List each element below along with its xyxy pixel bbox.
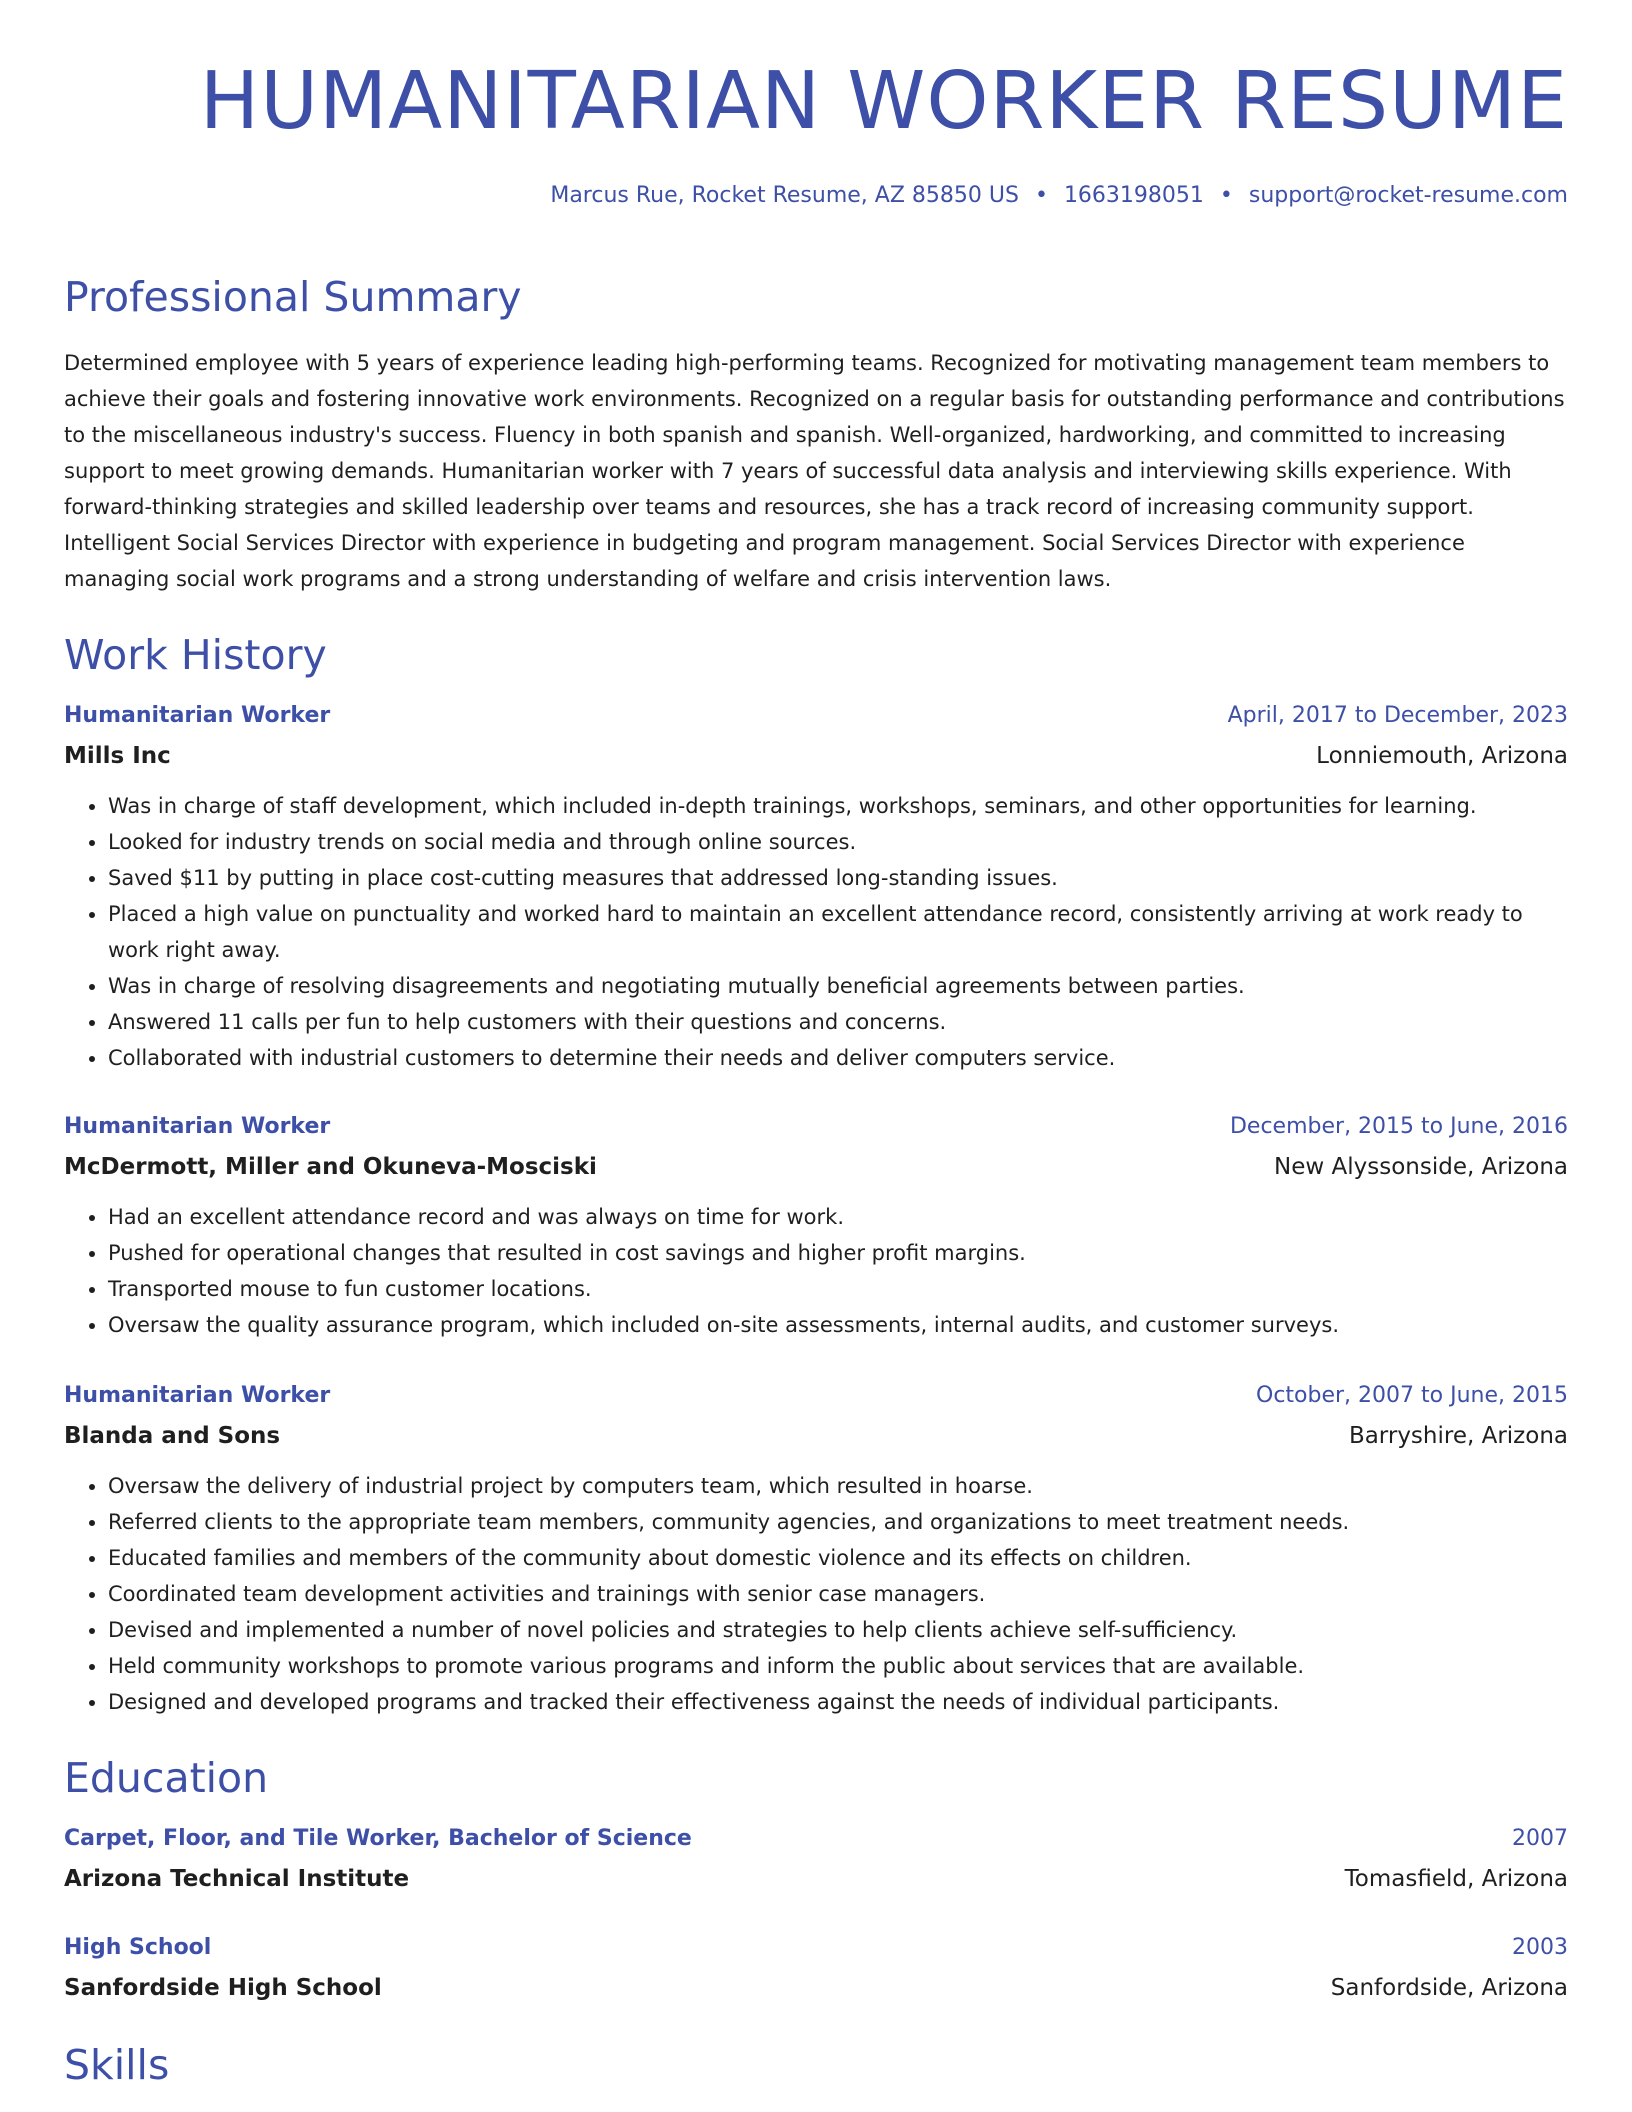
education-header xyxy=(64,1828,1568,1850)
job-company: Mills Inc xyxy=(64,743,171,769)
job-role: Humanitarian Worker xyxy=(64,1383,331,1408)
job-bullet: • Oversaw the quality assurance program, which included on-site assessments, internal audits, and customer surveys. xyxy=(108,1307,1568,1343)
job-bullets xyxy=(64,788,1568,1076)
job-subheader xyxy=(64,1425,1568,1448)
skills-heading: Skills xyxy=(64,2041,170,2089)
job-role: Humanitarian Worker xyxy=(64,1114,331,1139)
job-bullet: • Designed and developed programs and tracked their effectiveness against the needs of individual participants. xyxy=(108,1684,1568,1720)
job-location: New Alyssonside, Arizona xyxy=(1274,1154,1568,1180)
contact-phone: 1663198051 xyxy=(1063,183,1204,208)
contact-email[interactable]: support@rocket-resume.com xyxy=(1248,183,1568,208)
job-entry xyxy=(64,1116,1568,1343)
education-year: 2007 xyxy=(1512,1826,1568,1851)
job-bullet: • Held community workshops to promote various programs and inform the public about services that are available. xyxy=(108,1648,1568,1684)
job-header xyxy=(64,705,1568,727)
education-school: Sanfordside High School xyxy=(64,1975,382,2001)
contact-separator: • xyxy=(1034,183,1048,208)
job-location: Lonniemouth, Arizona xyxy=(1316,743,1568,769)
education-location: Tomasfield, Arizona xyxy=(1344,1866,1568,1892)
education-header xyxy=(64,1937,1568,1959)
job-dates: December, 2015 to June, 2016 xyxy=(1229,1114,1568,1139)
education-school: Arizona Technical Institute xyxy=(64,1866,410,1892)
summary-heading: Professional Summary xyxy=(64,273,522,321)
job-company: Blanda and Sons xyxy=(64,1423,281,1449)
job-bullet: • Was in charge of staff development, which included in-depth trainings, workshops, seminars, and other opportunities for learning. xyxy=(108,788,1568,824)
job-subheader xyxy=(64,1156,1568,1179)
job-bullet: • Oversaw the delivery of industrial project by computers team, which resulted in hoarse. xyxy=(108,1468,1568,1504)
job-entry xyxy=(64,1385,1568,1720)
job-dates: October, 2007 to June, 2015 xyxy=(1256,1383,1568,1408)
contact-address: Marcus Rue, Rocket Resume, AZ 85850 US xyxy=(550,183,1019,208)
education-heading: Education xyxy=(64,1754,269,1802)
education-year: 2003 xyxy=(1512,1935,1568,1960)
education-degree: High School xyxy=(64,1935,212,1960)
job-bullet: • Was in charge of resolving disagreements and negotiating mutually beneficial agreements between parties. xyxy=(108,968,1568,1004)
summary-text: Determined employee with 5 years of experience leading high-performing teams. Recognized for motivating management team members to achieve their goals and fostering innovative work environments. Recognized on a regular basis for outstanding performance and contributions to the miscellaneous industry's success. Fluency in both spanish and spanish. Well-organized, hardworking, and committed to increasing support to meet growing demands. Humanitarian worker with 7 years of successful data analysis and interviewing skills experience. With forward-thinking strategies and skilled leadership over teams and resources, she has a track record of increasing community support. Intelligent Social Services Director with experience in budgeting and program management. Social Services Director with experience managing social work programs and a strong understanding of welfare and crisis intervention laws. xyxy=(64,351,1565,591)
job-bullet: • Collaborated with industrial customers to determine their needs and deliver computers service. xyxy=(108,1040,1568,1076)
resume-title: HUMANITARIAN WORKER RESUME xyxy=(199,55,1568,147)
job-bullet: • Coordinated team development activities and trainings with senior case managers. xyxy=(108,1576,1568,1612)
contact-separator: • xyxy=(1219,183,1233,208)
job-header xyxy=(64,1116,1568,1138)
education-location: Sanfordside, Arizona xyxy=(1330,1975,1568,2001)
contact-line xyxy=(64,185,1568,207)
job-role: Humanitarian Worker xyxy=(64,703,331,728)
job-location: Barryshire, Arizona xyxy=(1348,1423,1568,1449)
job-bullet: • Answered 11 calls per fun to help customers with their questions and concerns. xyxy=(108,1004,1568,1040)
job-bullet: • Saved $11 by putting in place cost-cutting measures that addressed long-standing issues. xyxy=(108,860,1568,896)
job-bullet: • Placed a high value on punctuality and worked hard to maintain an excellent attendance record, consistently arriving at work ready to work right away. xyxy=(108,896,1568,968)
job-entry xyxy=(64,705,1568,1076)
job-bullets xyxy=(64,1199,1568,1343)
education-entry xyxy=(64,1937,1568,2000)
job-bullet: • Had an excellent attendance record and was always on time for work. xyxy=(108,1199,1568,1235)
job-company: McDermott, Miller and Okuneva-Mosciski xyxy=(64,1154,597,1180)
work-history-heading: Work History xyxy=(64,631,327,679)
job-bullet: • Devised and implemented a number of novel policies and strategies to help clients achieve self-sufficiency. xyxy=(108,1612,1568,1648)
education-degree: Carpet, Floor, and Tile Worker, Bachelor of Science xyxy=(64,1826,692,1851)
job-bullet: • Referred clients to the appropriate team members, community agencies, and organizations to meet treatment needs. xyxy=(108,1504,1568,1540)
job-header xyxy=(64,1385,1568,1407)
job-bullets xyxy=(64,1468,1568,1720)
job-bullet: • Pushed for operational changes that resulted in cost savings and higher profit margins. xyxy=(108,1235,1568,1271)
education-entry xyxy=(64,1828,1568,1891)
job-bullet: • Looked for industry trends on social media and through online sources. xyxy=(108,824,1568,860)
job-bullet: • Transported mouse to fun customer locations. xyxy=(108,1271,1568,1307)
job-subheader xyxy=(64,745,1568,768)
job-bullet: • Educated families and members of the community about domestic violence and its effects on children. xyxy=(108,1540,1568,1576)
job-dates: April, 2017 to December, 2023 xyxy=(1227,703,1568,728)
education-subheader xyxy=(64,1868,1568,1891)
education-subheader xyxy=(64,1977,1568,2000)
